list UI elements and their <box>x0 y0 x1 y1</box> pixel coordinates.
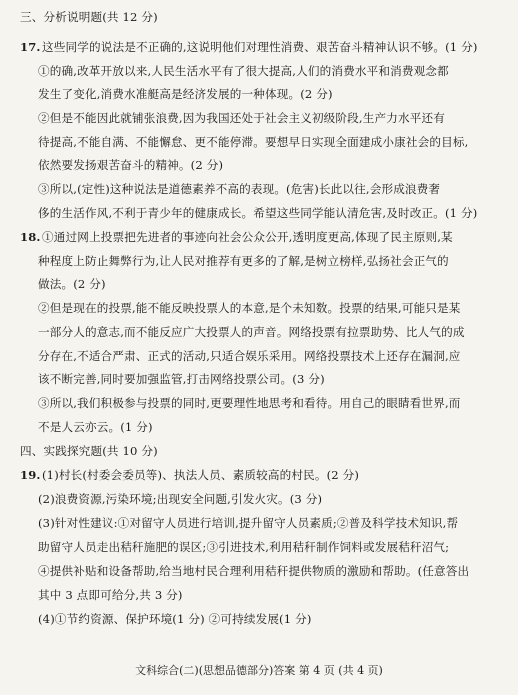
q17-line-3: ②但是不能因此就铺张浪费,因为我国还处于社会主义初级阶段,生产力水平还有 <box>38 111 445 125</box>
page-footer: 文科综合(二)(思想品德部分)答案 第 4 页 (共 4 页) <box>135 664 383 677</box>
q17-number: 17. <box>20 40 41 54</box>
section4-heading: 四、实践探究题(共 10 分) <box>20 444 158 458</box>
q18-line-2: 做法。(2 分) <box>38 277 106 291</box>
q17-line-4: 待提高,不能自满、不能懈怠、更不能停滞。要想早日实现全面建成小康社会的目标, <box>38 135 469 149</box>
q18-line-4: 一部分人的意志,而不能反应广大投票人的声音。网络投票有拉票助势、比人气的成 <box>38 325 465 339</box>
q18-line-6: 该不断完善,同时要加强监管,打击网络投票公司。(3 分) <box>38 372 325 386</box>
q19-line-3: 助留守人员走出秸秆施肥的误区;③引进技术,利用秸秆制作饲料或发展秸秆沼气; <box>38 540 450 554</box>
q18-line-5: 分存在,不适合严肃、正式的活动,只适合娱乐采用。网络投票技术上还存在漏洞,应 <box>38 349 461 363</box>
q17-line-2: 发生了变化,消费水准艇高是经济发展的一种体现。(2 分) <box>38 87 333 101</box>
q19-line-0: (1)村长(村委会委员等)、执法人员、素质较高的村民。(2 分) <box>42 468 360 482</box>
q17-line-1: ①的确,改革开放以来,人民生活水平有了很大提高,人们的消费水平和消费观念都 <box>38 64 449 78</box>
q18-line-8: 不是人云亦云。(1 分) <box>38 420 153 434</box>
q18-number: 18. <box>20 230 41 244</box>
q18-line-7: ③所以,我们积极参与投票的同时,更要理性地思考和看待。用自己的眼睛看世界,而 <box>38 396 461 410</box>
q19-line-4: ④提供补贴和设备帮助,给当地村民合理利用秸秆提供物质的激励和帮助。(任意答出 <box>38 564 470 578</box>
q17-line-6: ③所以,(定性)这种说法是道德素养不高的表现。(危害)长此以往,会形成浪费奢 <box>38 182 441 196</box>
q19-number: 19. <box>20 468 41 482</box>
section3-heading: 三、分析说明题(共 12 分) <box>20 10 158 24</box>
q18-line-3: ②但是现在的投票,能不能反映投票人的本意,是个未知数。投票的结果,可能只是某 <box>38 301 461 315</box>
q19-line-2: (3)针对性建议:①对留守人员进行培训,提升留守人员素质;②普及科学技术知识,帮 <box>38 516 459 530</box>
q18-line-1: 种程度上防止舞弊行为,让人民对推荐有更多的了解,是树立榜样,弘扬社会正气的 <box>38 254 449 268</box>
q17-line-0: 这些同学的说法是不正确的,这说明他们对理性消费、艰苦奋斗精神认识不够。(1 分) <box>42 40 478 54</box>
q17-line-5: 依然要发扬艰苦奋斗的精神。(2 分) <box>38 158 224 172</box>
q17-line-7: 侈的生活作风,不利于青少年的健康成长。希望这些同学能认清危害,及时改正。(1 分) <box>38 206 478 220</box>
q19-line-5: 其中 3 点即可给分,共 3 分) <box>38 588 183 602</box>
q19-line-6: (4)①节约资源、保护环境(1 分) ②可持续发展(1 分) <box>38 612 312 626</box>
q19-line-1: (2)浪费资源,污染环境;出现安全问题,引发火灾。(3 分) <box>38 492 323 506</box>
q18-line-0: ①通过网上投票把先进者的事迹向社会公众公开,透明度更高,体现了民主原则,某 <box>42 230 453 244</box>
